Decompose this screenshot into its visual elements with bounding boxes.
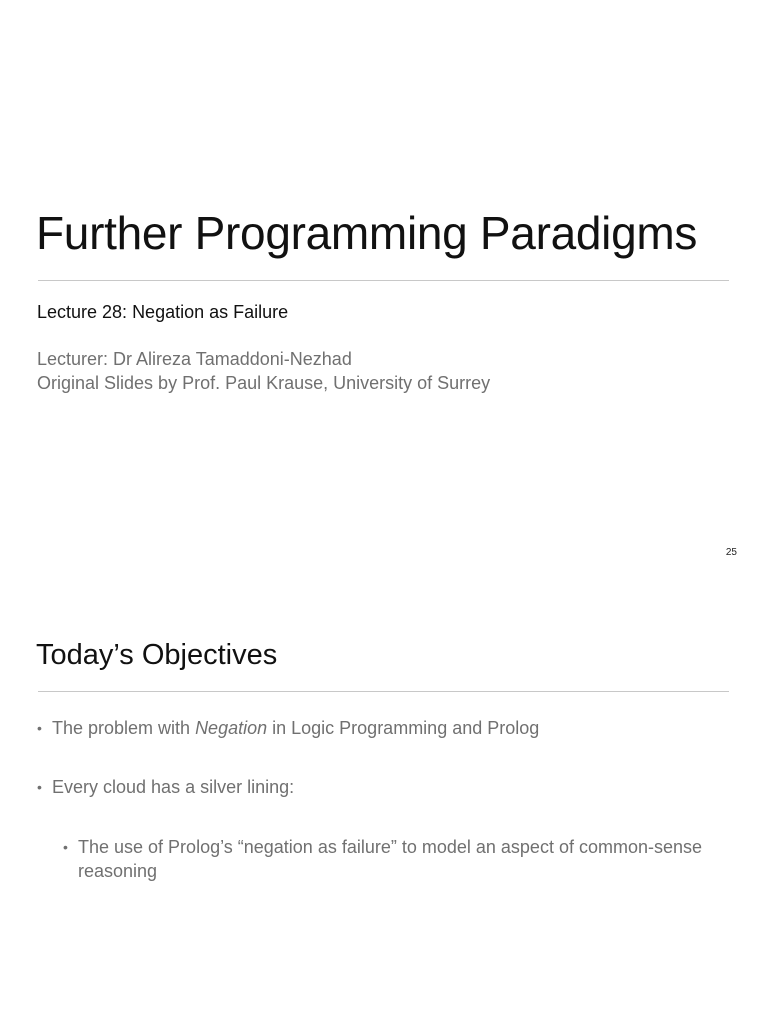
objectives-divider	[38, 691, 729, 692]
objectives-slide	[0, 570, 768, 1024]
bullet-dot-icon: •	[63, 839, 68, 855]
bullet-dot-icon: •	[37, 779, 42, 795]
lecturer-line: Lecturer: Dr Alireza Tamaddoni-Nezhad	[37, 349, 352, 369]
objective-bullet	[37, 775, 295, 799]
title-divider	[38, 280, 729, 281]
page-number: 25	[725, 547, 737, 558]
bullet-dot-icon: •	[37, 720, 42, 736]
bullet-text-pre: The problem with	[52, 718, 196, 738]
lecture-subtitle: Lecture 28: Negation as Failure	[37, 302, 289, 322]
original-slides-credit: Original Slides by Prof. Paul Krause, University of Surrey	[37, 373, 491, 393]
objectives-title: Today’s Objectives	[36, 639, 278, 671]
bullet-text: The use of Prolog’s “negation as failure” to model an aspect of common-sense reasoning	[78, 837, 703, 881]
bullet-text-emphasis: Negation	[195, 718, 268, 738]
objective-sub-bullet	[63, 835, 718, 883]
objective-bullet	[37, 716, 540, 740]
course-title: Further Programming Paradigms	[36, 207, 698, 259]
bullet-text-post: in Logic Programming and Prolog	[267, 718, 540, 738]
bullet-text: Every cloud has a silver lining:	[52, 777, 295, 797]
